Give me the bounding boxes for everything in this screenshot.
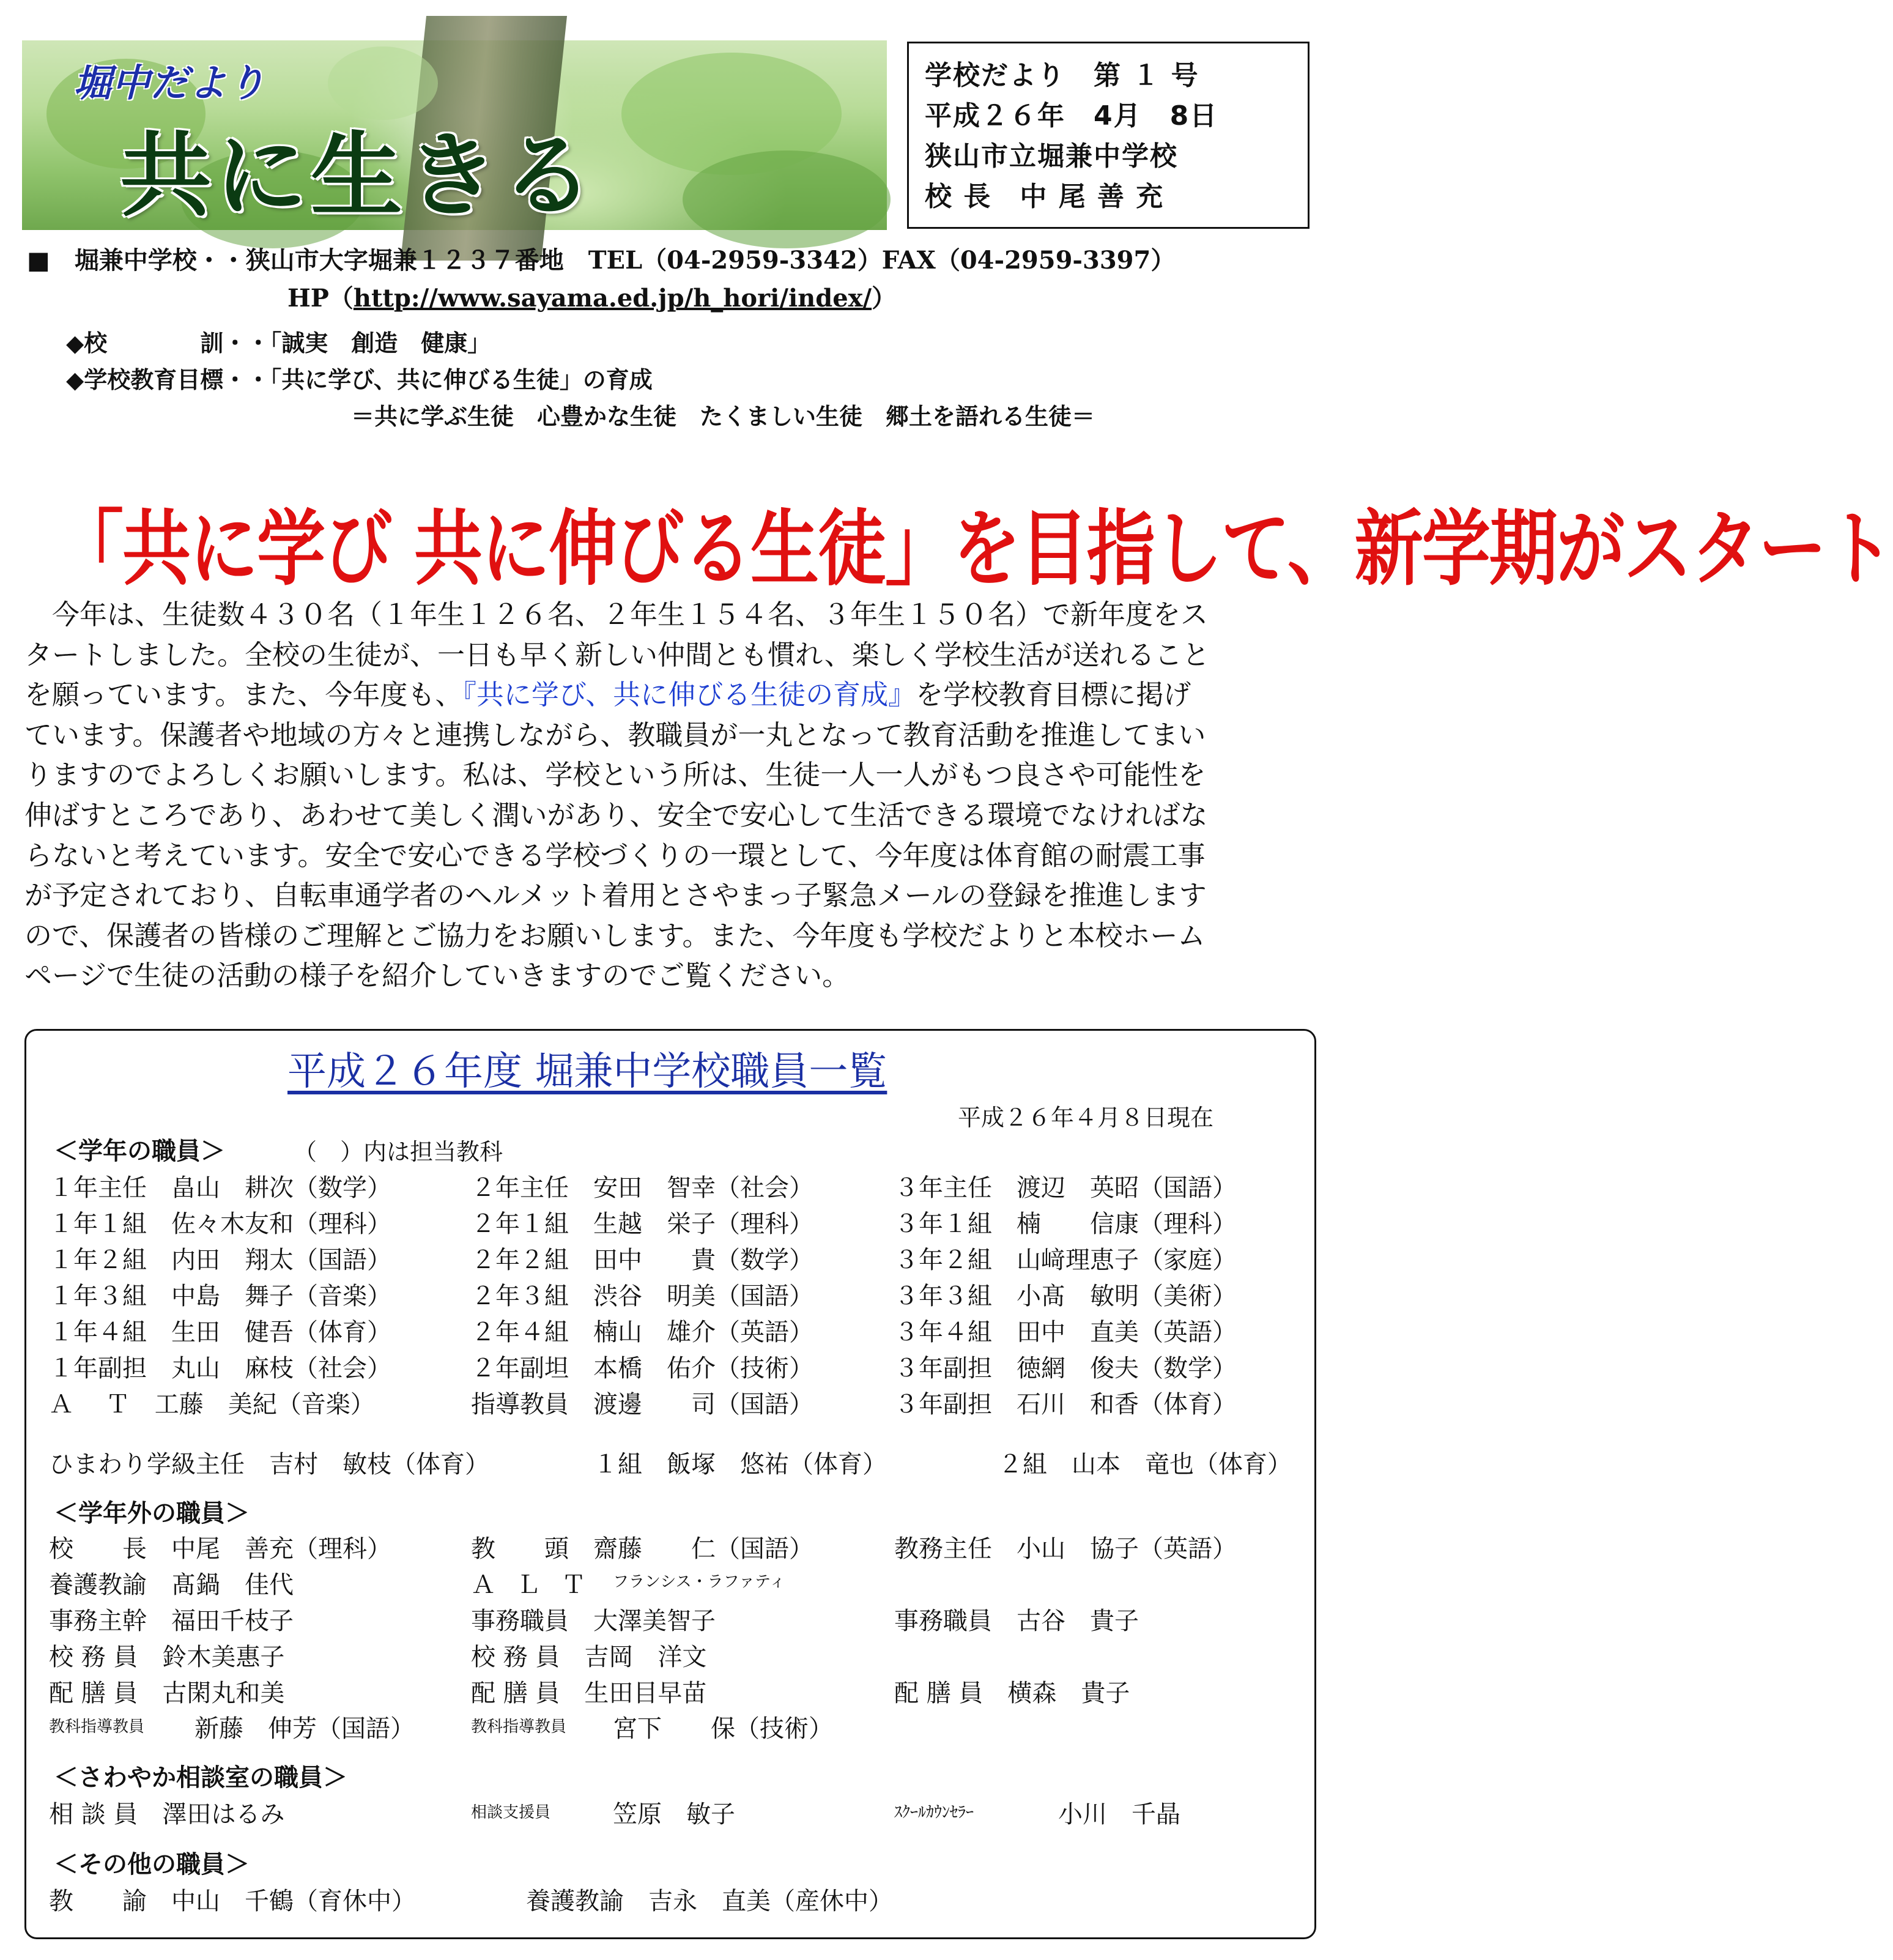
staff-row — [49, 1529, 1297, 1566]
intro-line: らないと考えています。安全で安心できる学校づくりの一環として、今年度は体育館の耐震工事 — [24, 839, 1206, 872]
staff-cell: ＡＬＴ — [471, 1571, 607, 1599]
staff-cell: Ａ Ｔ 工藤 美紀（音楽） — [49, 1390, 375, 1419]
staff-cell: 配 膳 員 横森 貴子 — [894, 1679, 1130, 1707]
intro-line: が予定されており、自転車通学者のヘルメット着用とさやまっ子緊急メールの登録を推進します — [24, 879, 1207, 912]
staff-role-small: 教科指導教員 — [471, 1718, 567, 1736]
staff-cell: １年１組 佐々木友和（理科） — [49, 1210, 391, 1238]
staff-cell: フランシス・ラファティ — [613, 1573, 785, 1591]
principal-name: 校 長 中 尾 善 充 — [925, 181, 1165, 212]
staff-row — [49, 1313, 1297, 1349]
staff-cell: 教 頭 齋藤 仁（国語） — [471, 1535, 813, 1563]
staff-row — [49, 1205, 1297, 1241]
staff-cell: 事務職員 大澤美智子 — [471, 1607, 716, 1635]
intro-line: ので、保護者の皆様のご理解とご協力をお願いします。また、今年度も学校だよりと本校ホーム — [24, 919, 1206, 952]
staff-row — [49, 1168, 1297, 1205]
staff-cell: ２年２組 田中 貴（数学） — [471, 1246, 813, 1274]
staff-cell: ３年１組 楠 信康（理科） — [894, 1210, 1237, 1238]
staff-cell: 養護教諭 髙鍋 佳代 — [49, 1571, 294, 1599]
staff-role-small: ｽｸｰﾙｶｳﾝｾﾗｰ — [894, 1803, 974, 1822]
staff-cell: 小川 千晶 — [1058, 1800, 1180, 1828]
staff-cell: ２年３組 渋谷 明美（国語） — [471, 1282, 813, 1310]
staff-row — [49, 1241, 1297, 1277]
staff-cell: １年４組 生田 健吾（体育） — [49, 1318, 391, 1346]
school-homepage-line — [287, 279, 896, 314]
newsletter-title: 共に生きる — [120, 123, 598, 229]
staff-cell: 配 膳 員 生田目早苗 — [471, 1679, 707, 1707]
staff-role-small: 相談支援員 — [471, 1803, 551, 1822]
school-address-line: ■ 堀兼中学校・・狭山市大字堀兼１２３７番地 TEL（04-2959-3342）FAX（04-2959-3397） — [27, 246, 1176, 275]
staff-list-title: 平成２６年度 堀兼中学校職員一覧 — [287, 1049, 887, 1094]
staff-cell: ３年３組 小髙 敏明（美術） — [894, 1282, 1237, 1310]
staff-cell: ２年主任 安田 智幸（社会） — [471, 1174, 813, 1202]
staff-cell: ２年４組 楠山 雄介（英語） — [471, 1318, 813, 1346]
staff-row — [49, 1385, 1297, 1422]
staff-cell: ひまわり学級主任 吉村 敏枝（体育） — [49, 1450, 489, 1479]
staff-cell: ３年副担 石川 和香（体育） — [894, 1390, 1237, 1419]
other-staff-heading: ＜学年外の職員＞ — [54, 1499, 250, 1528]
staff-row — [49, 1638, 1297, 1674]
grade-staff-note: （ ）内は担当教科 — [294, 1138, 503, 1165]
staff-cell: 配 膳 員 古閑丸和美 — [49, 1679, 285, 1707]
intro-line: ています。保護者や地域の方々と連携しながら、教職員が一丸となって教育活動を推進してまい — [24, 718, 1206, 751]
intro-line: 伸ばすところであり、あわせて美しく潤いがあり、安全で安心して生活できる環境でなければな — [24, 798, 1208, 831]
hp-suffix: ） — [872, 284, 897, 313]
homepage-link[interactable]: http://www.sayama.ed.jp/h_hori/index/ — [353, 284, 872, 313]
issue-number: 学校だより 第 １ 号 — [925, 60, 1199, 91]
leave-staff-row — [49, 1882, 1297, 1918]
staff-cell: 教務主任 小山 協子（英語） — [894, 1535, 1237, 1563]
counseling-row — [49, 1795, 1297, 1832]
staff-row — [49, 1349, 1297, 1386]
school-goal-detail: ＝共に学ぶ生徒 心豊かな生徒 たくましい生徒 郷土を語れる生徒＝ — [351, 403, 1095, 430]
issue-date: 平成２６年 4月 8日 — [925, 100, 1218, 132]
staff-cell: ３年４組 田中 直美（英語） — [894, 1318, 1237, 1346]
staff-cell: 相 談 員 澤田はるみ — [49, 1800, 285, 1828]
grade-staff-heading: ＜学年の職員＞ — [54, 1137, 225, 1165]
issue-info-box — [907, 42, 1310, 229]
staff-list-date: 平成２６年４月８日現在 — [958, 1104, 1214, 1131]
staff-cell: 養護教諭 吉永 直美（産休中） — [526, 1887, 893, 1915]
intro-line: を願っています。また、今年度も、『共に学び、共に伸びる生徒の育成』を学校教育目標に掲げ — [24, 678, 1191, 711]
staff-cell: 新藤 伸芳（国語） — [194, 1715, 415, 1743]
staff-cell: ３年主任 渡辺 英昭（国語） — [894, 1174, 1237, 1202]
himawari-row — [49, 1445, 1297, 1482]
subject-guide-row — [49, 1709, 1297, 1746]
staff-cell: ２組 山本 竜也（体育） — [998, 1450, 1292, 1479]
staff-cell: １年副担 丸山 麻枝（社会） — [49, 1354, 391, 1383]
intro-line: タートしました。全校の生徒が、一日も早く新しい仲間とも慣れ、楽しく学校生活が送れること — [24, 638, 1210, 671]
school-name: 狭山市立堀兼中学校 — [925, 141, 1178, 172]
staff-cell: ３年副担 徳網 俊夫（数学） — [894, 1354, 1237, 1383]
staff-cell: １年３組 中島 舞子（音楽） — [49, 1282, 391, 1310]
staff-cell: 校 務 員 鈴木美惠子 — [49, 1643, 285, 1671]
staff-cell: 教 諭 中山 千鶴（育休中） — [49, 1887, 416, 1915]
staff-row — [49, 1277, 1297, 1313]
other-misc-staff-heading: ＜その他の職員＞ — [54, 1850, 250, 1879]
staff-cell: １年主任 畠山 耕次（数学） — [49, 1174, 391, 1202]
staff-role-small: 教科指導教員 — [49, 1718, 145, 1736]
school-motto: ◆校 訓・・「誠実 創造 健康」 — [66, 330, 491, 357]
intro-line: ページで生徒の活動の様子を紹介していきますのでご覧ください。 — [24, 959, 850, 992]
staff-row — [49, 1602, 1297, 1638]
staff-cell: ３年２組 山﨑理恵子（家庭） — [894, 1246, 1237, 1274]
staff-cell: 校 務 員 吉岡 洋文 — [471, 1643, 707, 1671]
staff-cell: １年２組 内田 翔太（国語） — [49, 1246, 391, 1274]
hp-prefix: HP（ — [287, 284, 354, 313]
staff-cell: １組 飯塚 悠祐（体育） — [593, 1450, 887, 1479]
newsletter-banner — [22, 40, 887, 230]
staff-cell: 宮下 保（技術） — [613, 1715, 833, 1743]
main-headline: 「共に学び 共に伸びる生徒」を目指して、新学期がスタート — [55, 502, 1893, 597]
intro-goal-highlight: 『共に学び、共に伸びる生徒の育成』 — [462, 678, 916, 711]
counseling-staff-heading: ＜さわやか相談室の職員＞ — [54, 1764, 347, 1792]
staff-row — [49, 1565, 1297, 1602]
school-goal: ◆学校教育目標・・「共に学び、共に伸びる生徒」の育成 — [66, 366, 653, 393]
staff-cell: 校 長 中尾 善充（理科） — [49, 1535, 391, 1563]
staff-cell: ２年副坦 本橋 佑介（技術） — [471, 1354, 813, 1383]
staff-cell: 笠原 敏子 — [613, 1800, 735, 1828]
staff-cell: ２年１組 生越 栄子（理科） — [471, 1210, 813, 1238]
newsletter-series-name: 堀中だより — [73, 61, 267, 105]
staff-cell: 事務主幹 福田千枝子 — [49, 1607, 294, 1635]
staff-cell: 事務職員 古谷 貴子 — [894, 1607, 1139, 1635]
intro-line: 今年は、生徒数４３０名（１年生１２６名、２年生１５４名、３年生１５０名）で新年度をス — [24, 598, 1209, 631]
intro-line: りますのでよろしくお願いします。私は、学校という所は、生徒一人一人がもつ良さや可能性を — [24, 759, 1206, 792]
staff-cell: 指導教員 渡邊 司（国語） — [471, 1390, 813, 1419]
staff-row — [49, 1674, 1297, 1710]
intro-paragraph — [24, 595, 1327, 996]
